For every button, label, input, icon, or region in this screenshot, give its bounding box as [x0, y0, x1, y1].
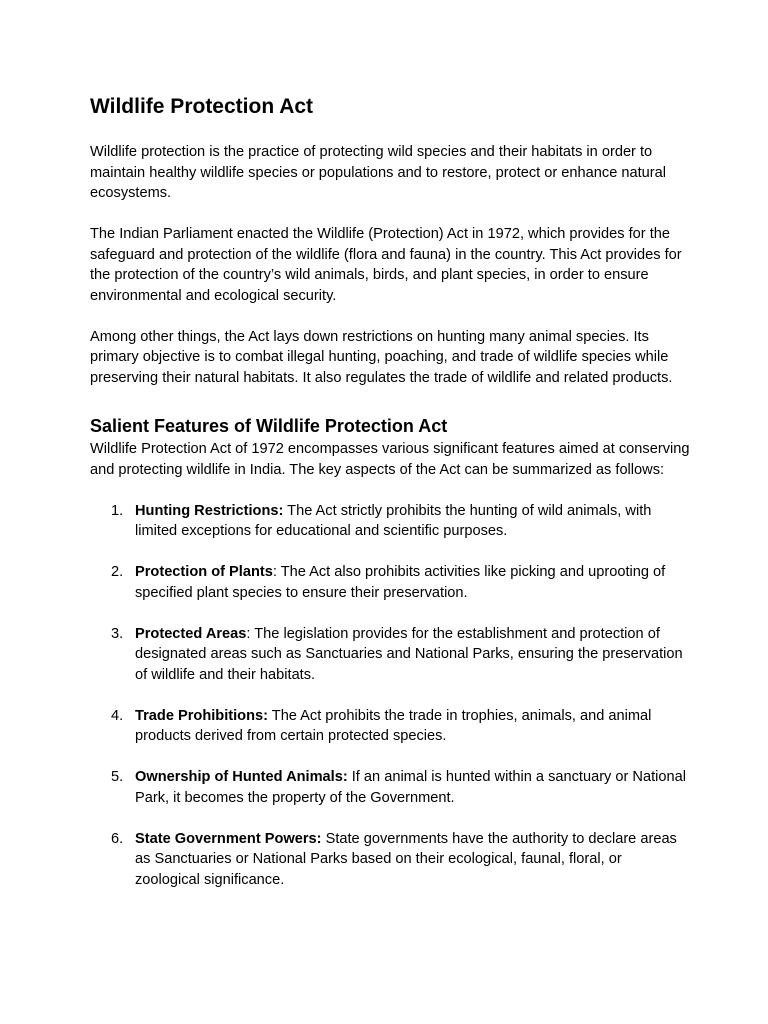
objective-paragraph: Among other things, the Act lays down restrictions on hunting many animal species. Its primary objective is to combat illegal hunting, poaching, and trade of wildlife species while preserving their natural habitats. It also regulates the trade of wildlife and related products.: [90, 328, 673, 386]
features-list: [90, 501, 690, 891]
features-intro-paragraph: Wildlife Protection Act of 1972 encompasses various significant features aimed at conserving and protecting wildlife in India. The key aspects of the Act can be summarized as follows:: [90, 441, 690, 478]
list-number: 4.: [111, 707, 124, 724]
list-number: 1.: [111, 502, 124, 519]
feature-description: The Act strictly prohibits the hunting of wild animals, with limited exceptions for educational and scientific purposes.: [135, 502, 652, 539]
page-title: Wildlife Protection Act: [90, 95, 314, 118]
feature-term: Trade Prohibitions:: [135, 707, 268, 724]
list-number: 6.: [111, 830, 124, 847]
feature-description: State governments have the authority to declare areas as Sanctuaries or National Parks based on their ecological, faunal, floral, or zoological significance.: [135, 830, 677, 888]
list-item: [90, 624, 690, 686]
list-number: 5.: [111, 769, 124, 785]
list-item: [90, 501, 690, 542]
list-number: 2.: [111, 564, 124, 580]
feature-term: Protected Areas: [135, 625, 247, 642]
list-number: 3.: [111, 625, 124, 642]
feature-term: State Government Powers:: [135, 830, 322, 847]
enactment-paragraph: The Indian Parliament enacted the Wildlife (Protection) Act in 1972, which provides for the safeguard and protection of the wildlife (flora and fauna) in the country. This Act provides for the protection of the country’s wild animals, birds, and plant species, in order to ensure environmental and ecological security.: [90, 226, 682, 304]
feature-term: Hunting Restrictions:: [135, 502, 284, 519]
list-item: [90, 562, 690, 603]
intro-paragraph: Wildlife protection is the practice of protecting wild species and their habitats in order to maintain healthy wildlife species or populations and to restore, protect or enhance natural ecosystems.: [90, 144, 666, 201]
document-page: [90, 94, 690, 911]
list-item: [90, 829, 690, 891]
section-heading: Salient Features of Wildlife Protection Act: [90, 416, 448, 436]
feature-description: If an animal is hunted within a sanctuary or National Park, it becomes the property of the Government.: [135, 769, 686, 806]
feature-description: The Act prohibits the trade in trophies, animals, and animal products derived from certain protected species.: [135, 707, 652, 744]
feature-term: Protection of Plants: [135, 564, 273, 580]
list-item: [90, 706, 690, 747]
feature-description: : The legislation provides for the establishment and protection of designated areas such as Sanctuaries and National Parks, ensuring the preservation of wildlife and their habitats.: [135, 625, 683, 683]
list-item: [90, 767, 690, 808]
feature-description: : The Act also prohibits activities like picking and uprooting of specified plant species to ensure their preservation.: [135, 564, 666, 601]
feature-term: Ownership of Hunted Animals:: [135, 769, 348, 785]
